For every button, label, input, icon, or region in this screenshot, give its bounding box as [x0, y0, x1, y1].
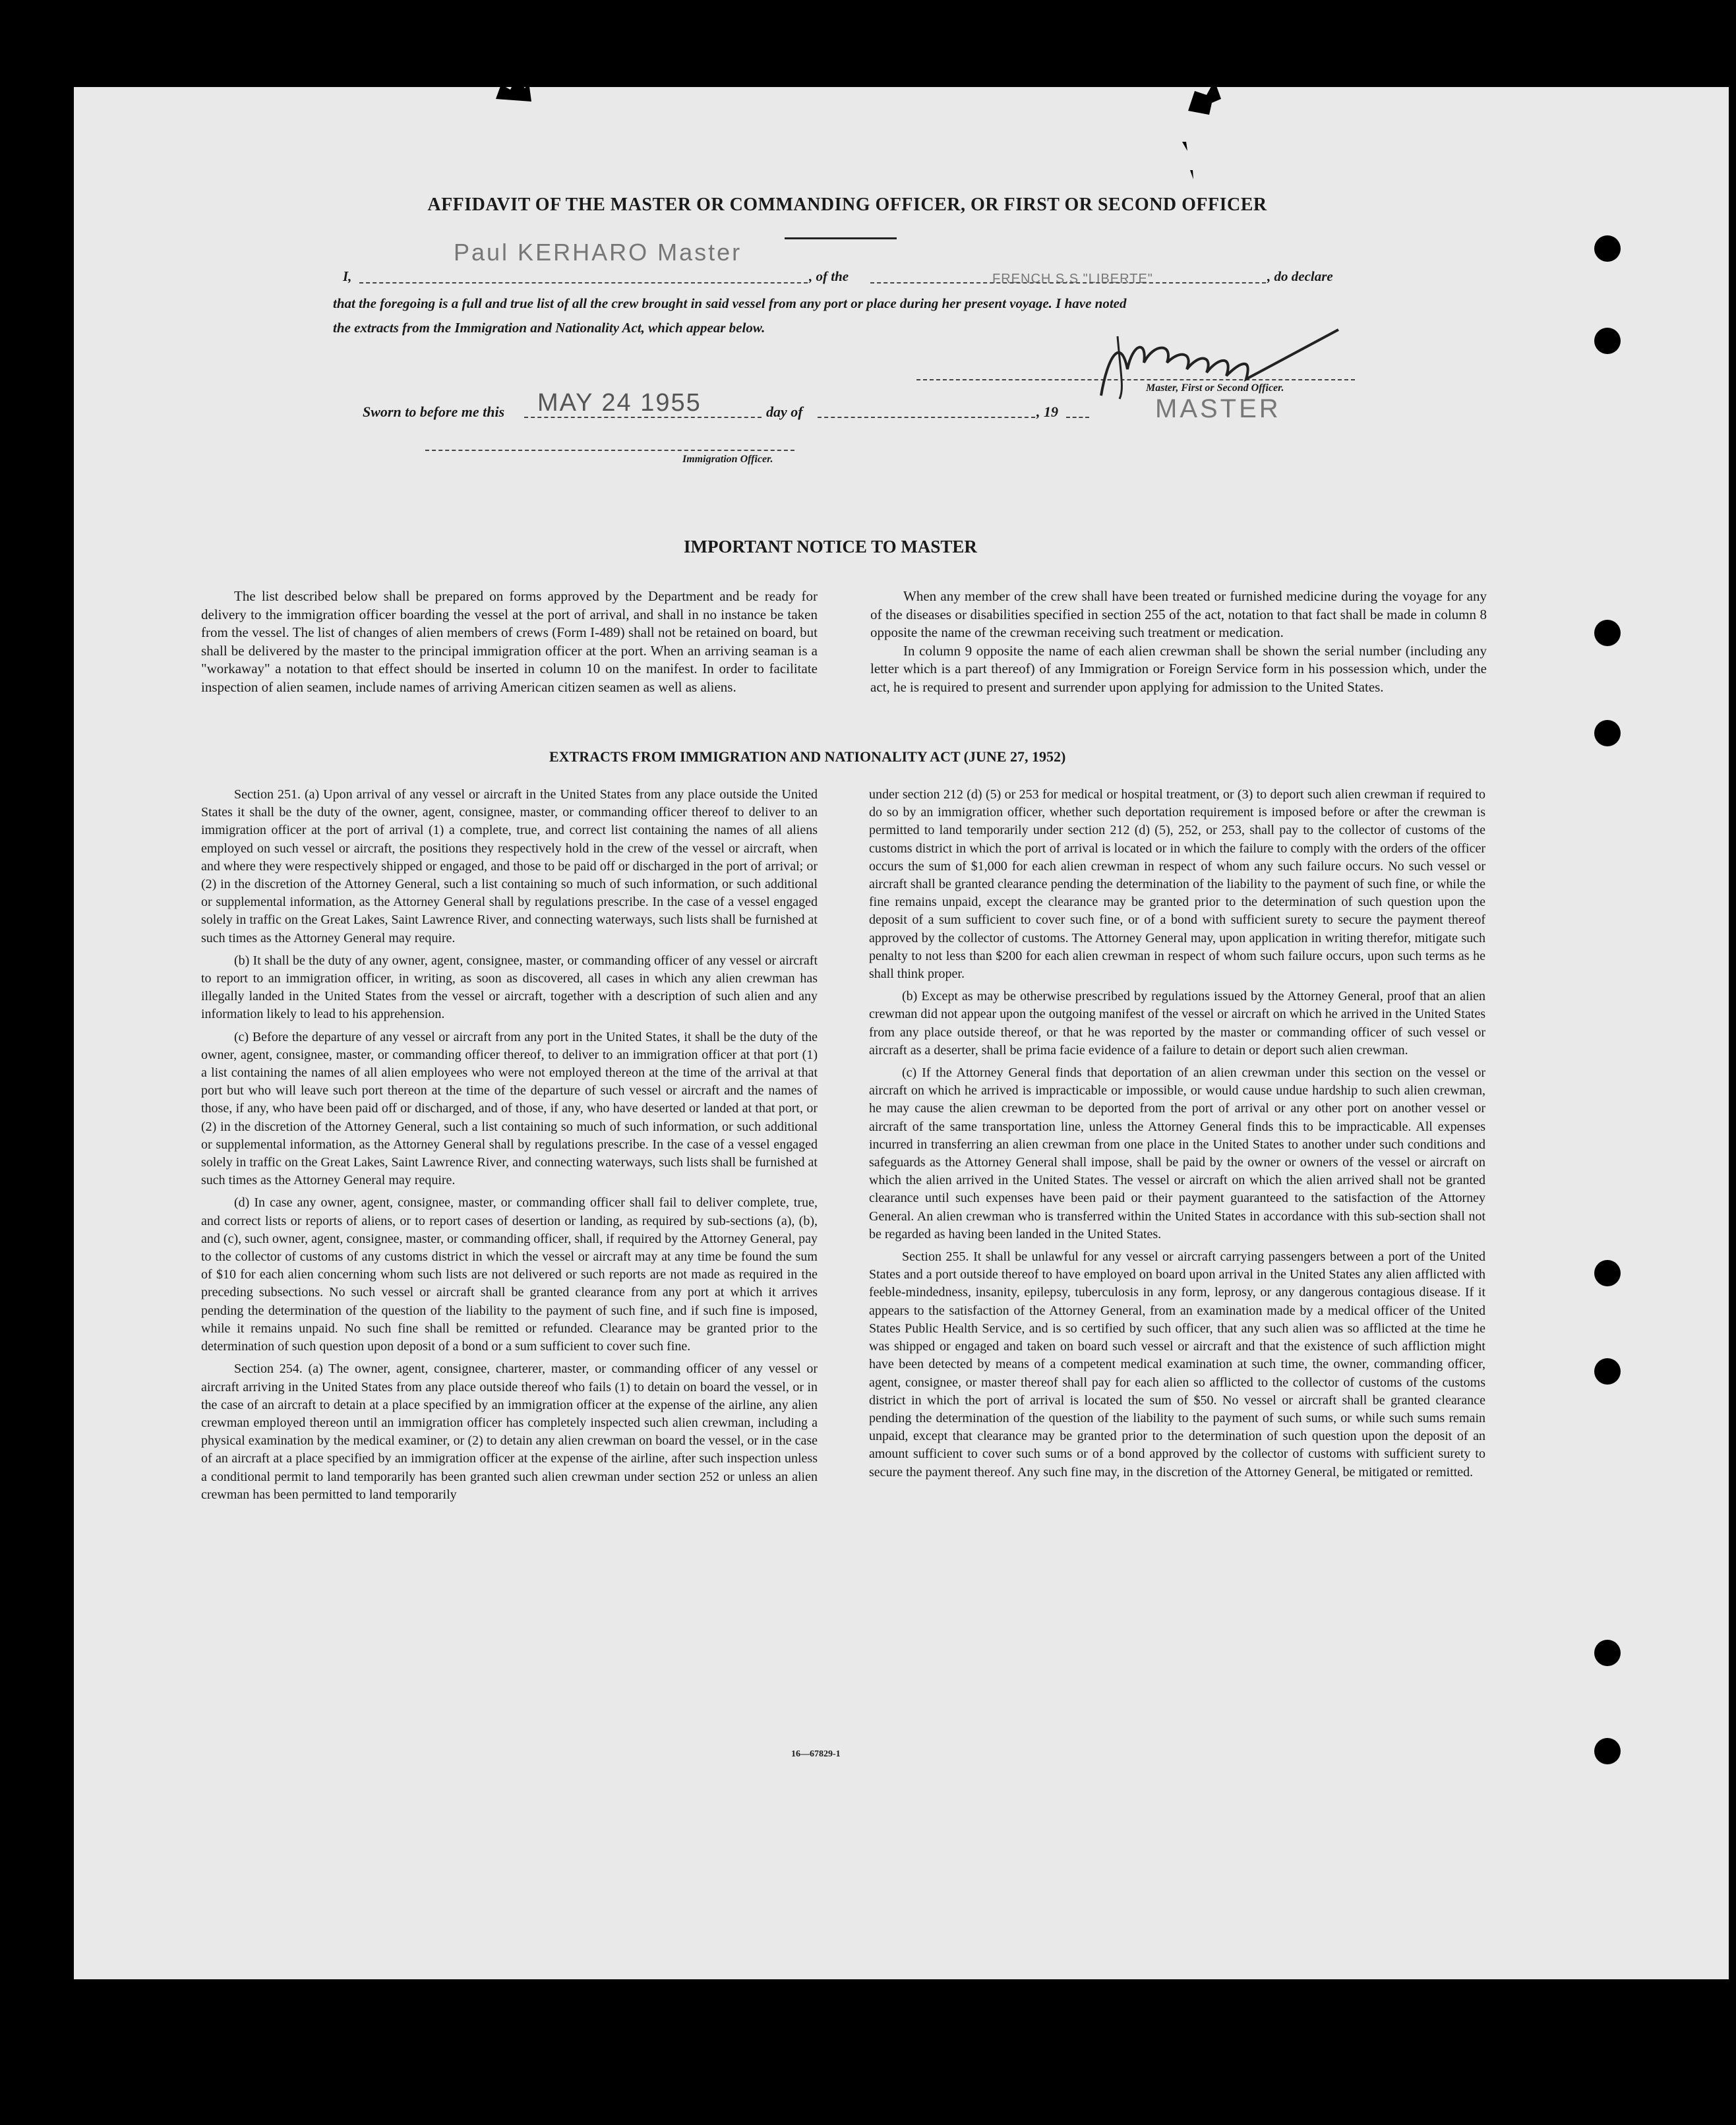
sworn-label: Sworn to before me this	[363, 404, 505, 420]
declaration-line3: the extracts from the Immigration and Nationality Act, which appear below.	[333, 320, 765, 336]
statute-paragraph: (b) Except as may be otherwise prescribed by regulations issued by the Attorney General, proof that an alien crewman did not appear upon the outgoing manifest of the vessel or aircraft on which he arrived in the United States from any place outside thereof, or that he was reported by the master or commanding officer of such vessel or aircraft as a deserter, shall be prima facie evidence of a failure to detain or deport such alien crewman.	[869, 989, 1485, 1058]
line1-prefix: I,	[343, 268, 352, 284]
declarant-name-stamp: Paul KERHARO Master	[454, 239, 742, 266]
year-prefix: , 19	[1036, 404, 1058, 420]
punch-hole	[1594, 1738, 1621, 1764]
notice-right-column	[870, 587, 1487, 696]
notice-paragraph: The list described below shall be prepared on forms approved by the Department and be ready for delivery to the immigration officer boarding the vessel at the port of arrival, and shall in no instance be taken from the vessel. The list of changes of alien members of crews (Form I-489) shall not be retained on board, but shall be delivered by the master to the principal immigration officer at the port. When an arriving seaman is a "workaway" a notation to that effect should be inserted in column 10 on the manifest. In order to facilitate inspection of alien seamen, include names of arriving American citizen seamen as well as aliens.	[201, 588, 818, 695]
statute-paragraph: Section 254. (a) The owner, agent, consignee, charterer, master, or commanding officer of any vessel or aircraft arriving in the United States from any place outside thereof who fails (1) to detain on board the vessel, or in the case of an aircraft to detain at a place specified by an immigration officer at the expense of the airline, any alien crewman employed thereon until an immigration officer has completely inspected such alien crewman, including a physical examination by the medical examiner, or (2) to detain any alien crewman on board the vessel, or in the case of an aircraft at a place specified by an immigration officer at the expense of the airline, after such inspection unless a conditional permit to land temporarily has been granted such alien crewman under section 252 or unless an alien crewman has been permitted to land temporarily	[201, 1362, 818, 1502]
vessel-field-line	[870, 282, 1266, 284]
of-the-label: , of the	[809, 268, 849, 284]
extracts-heading: EXTRACTS FROM IMMIGRATION AND NATIONALITY ACT (JUNE 27, 1952)	[549, 748, 1066, 765]
punch-hole	[1594, 1260, 1621, 1286]
do-declare-label: , do declare	[1267, 268, 1333, 284]
punch-hole	[1594, 328, 1621, 354]
statute-paragraph: (c) Before the departure of any vessel or aircraft from any port in the United States, it shall be the duty of the owner, agent, consignee, master, or commanding officer thereof, to deliver to an immigration officer at that port (1) a list containing the names of all alien employees who were not employed thereon at the time of the arrival at that port but who will leave such port thereon at the time of the departure of such vessel or aircraft and the names of those, if any, who have been paid off or discharged, and of those, if any, who have deserted or landed at that port, or (2) in the discretion of the Attorney General, such a list containing so much of such information, or such additional or supplemental information, as the Attorney General shall by regulations prescribe. In the case of a vessel engaged solely in traffic on the Great Lakes, Saint Lawrence River, and connecting waterways, such lists shall be furnished at such times as the Attorney General may require.	[201, 1029, 818, 1188]
punch-hole	[1594, 620, 1621, 646]
punch-hole	[1594, 720, 1621, 746]
statute-paragraph: (c) If the Attorney General finds that deportation of an alien crewman under this section on the vessel or aircraft on which he arrived is impracticable or impossible, or would cause undue hardship to such alien crewman, he may cause the alien crewman to be deported from the port of arrival or any other port on another vessel or aircraft of the same transportation line, unless the Attorney General finds this to be impracticable. All expenses incurred in transferring an alien crewman from one place in the United States to another under such conditions and safeguards as the Attorney General shall impose, shall be paid by the owner or owners of the vessel or aircraft on which the alien arrived in the United States. The vessel or aircraft on which the alien arrived shall not be granted clearance until such expenses have been paid or their payment guaranteed to the satisfaction of the Attorney General. An alien crewman who is transferred within the United States in accordance with this sub-section shall not be regarded as having been landed in the United States.	[869, 1065, 1485, 1242]
notice-heading: IMPORTANT NOTICE TO MASTER	[684, 537, 977, 556]
notice-left-column	[201, 587, 818, 696]
paper-damage	[0, 0, 1736, 211]
notice-paragraph: When any member of the crew shall have been treated or furnished medicine during the voyage for any of the diseases or disabilities specified in section 255 of the act, notation to that fact shall be made in column 8 opposite the name of the crewman receiving such treatment or medication.	[870, 588, 1487, 640]
day-of-label: day of	[766, 404, 803, 420]
month-line	[818, 417, 1035, 418]
punch-hole	[1594, 1358, 1621, 1385]
immigration-officer-caption: Immigration Officer.	[682, 454, 773, 465]
extracts-right-column	[869, 786, 1485, 1486]
master-stamp: MASTER	[1155, 394, 1281, 423]
statute-paragraph: under section 212 (d) (5) or 253 for medical or hospital treatment, or (3) to deport such alien crewman if required to do so by an immigration officer, whether such deportation requirement is imposed before or after the crewman is permitted to land temporarily under section 212 (d) (5), 252, or 253, shall pay to the collector of customs of the customs district in which the port of arrival is located or in which the failure to comply with the orders of the officer occurs the sum of $1,000 for each alien crewman in respect of whom any such failure occurs. No such vessel or aircraft shall be granted clearance pending the determination of the liability to the payment of such fine, or while the fine remains unpaid, except the clearance may be granted prior to the determination of such question upon the deposit of a sum sufficient to cover such fine, or of a bond with sufficient surety to secure the payment thereof approved by the collector of customs. The Attorney General may, upon application in writing therefor, mitigate such penalty to not less than $200 for each alien crewman in respect of whom such failure occurs, upon such terms as he shall think proper.	[869, 787, 1485, 982]
statute-paragraph: Section 255. It shall be unlawful for any vessel or aircraft carrying passengers between a port of the United States and a port outside thereof to have employed on board upon arrival in the United States any alien afflicted with feeble-mindedness, insanity, epilepsy, tuberculosis in any form, leprosy, or any dangerous contagious disease. If it appears to the satisfaction of the Attorney General, from an examination made by a medical officer of the United States Public Health Service, and is so certified by such officer, that any such alien was so afflicted at the time he was shipped or engaged and taken on board such vessel or aircraft and that the existence of such affliction might have been detected by means of a competent medical examination at such time, the owner, commanding officer, agent, consignee, or master thereof shall pay for each alien so afflicted to the collector of customs of the customs district in which the port of arrival is located the sum of $50. No vessel or aircraft shall be granted clearance pending the determination of the question of the liability to the payment of such sums, or while such sums remain unpaid, except that clearance may be granted prior to the determination of such question upon the deposit of an amount sufficient to cover such sums or of a bond approved by the collector of customs with sufficient surety to secure the payment thereof. Any such fine may, in the discretion of the Attorney General, be mitigated or remitted.	[869, 1249, 1485, 1480]
affidavit-title: AFFIDAVIT OF THE MASTER OR COMMANDING OFFICER, OR FIRST OR SECOND OFFICER	[427, 195, 1267, 215]
sworn-date-line	[524, 417, 762, 418]
form-number: 16—67829-1	[791, 1749, 841, 1759]
signature-caption: Master, First or Second Officer.	[1146, 382, 1284, 394]
statute-paragraph: (b) It shall be the duty of any owner, agent, consignee, master, or commanding officer of any vessel or aircraft to report to an immigration officer, in writing, as soon as discovered, all cases in which any alien crewman has illegally landed in the United States from the vessel or aircraft, together with a description of such alien and any information likely to lead to his apprehension.	[201, 953, 818, 1022]
vessel-name-stamp: FRENCH S.S "LIBERTE"	[992, 272, 1153, 286]
name-field-line	[359, 282, 808, 284]
statute-paragraph: Section 251. (a) Upon arrival of any vessel or aircraft in the United States from any place outside the United States it shall be the duty of the owner, agent, consignee, master, or commanding officer thereof to deliver to an immigration officer at the port of arrival (1) a complete, true, and correct list containing the names of all aliens employed on such vessel or aircraft, the positions they respectively hold in the crew of the vessel or aircraft, when and where they were respectively shipped or engaged, and those to be paid off or discharged in the port of arrival; or (2) in the discretion of the Attorney General, such a list containing so much of such information, or such additional or supplemental information, as the Attorney General shall by regulations prescribe. In the case of a vessel engaged solely in traffic on the Great Lakes, Saint Lawrence River, and connecting waterways, such lists shall be furnished at such times as the Attorney General may require.	[201, 787, 818, 945]
punch-hole	[1594, 235, 1621, 262]
title-rule	[785, 237, 897, 239]
immigration-officer-line	[425, 450, 794, 451]
notice-paragraph: In column 9 opposite the name of each alien crewman shall be shown the serial number (including any letter which is a part thereof) of any Immigration or Foreign Service form in his possession which, under the act, he is required to present and surrender upon applying for admission to the United States.	[870, 642, 1487, 695]
extracts-left-column	[201, 786, 818, 1509]
declaration-line2: that the foregoing is a full and true list of all the crew brought in said vessel from any port or place during her present voyage. I have noted	[333, 295, 1127, 311]
punch-hole	[1594, 1640, 1621, 1666]
sworn-date-stamp: MAY 24 1955	[537, 389, 702, 417]
statute-paragraph: (d) In case any owner, agent, consignee, master, or commanding officer shall fail to deliver complete, true, and correct lists or reports of aliens, or to report cases of desertion or landing, as required by sub-sections (a), (b), and (c), such owner, agent, consignee, master, or commanding officer, shall, if required by the Attorney General, pay to the collector of customs of any customs district in which the vessel or aircraft may at any time be found the sum of $10 for each alien concerning whom such lists are not delivered or such reports are not made as required in the preceding subsections. No such vessel or aircraft shall be granted clearance from any port at which it arrives pending the determination of the question of the liability to the payment of such fine, and if such fine is imposed, while it remains unpaid. No such fine shall be remitted or refunded. Clearance may be granted prior to the determination of such question upon deposit of a bond or a sum sufficient to cover such fine.	[201, 1195, 818, 1354]
year-line	[1066, 417, 1089, 418]
